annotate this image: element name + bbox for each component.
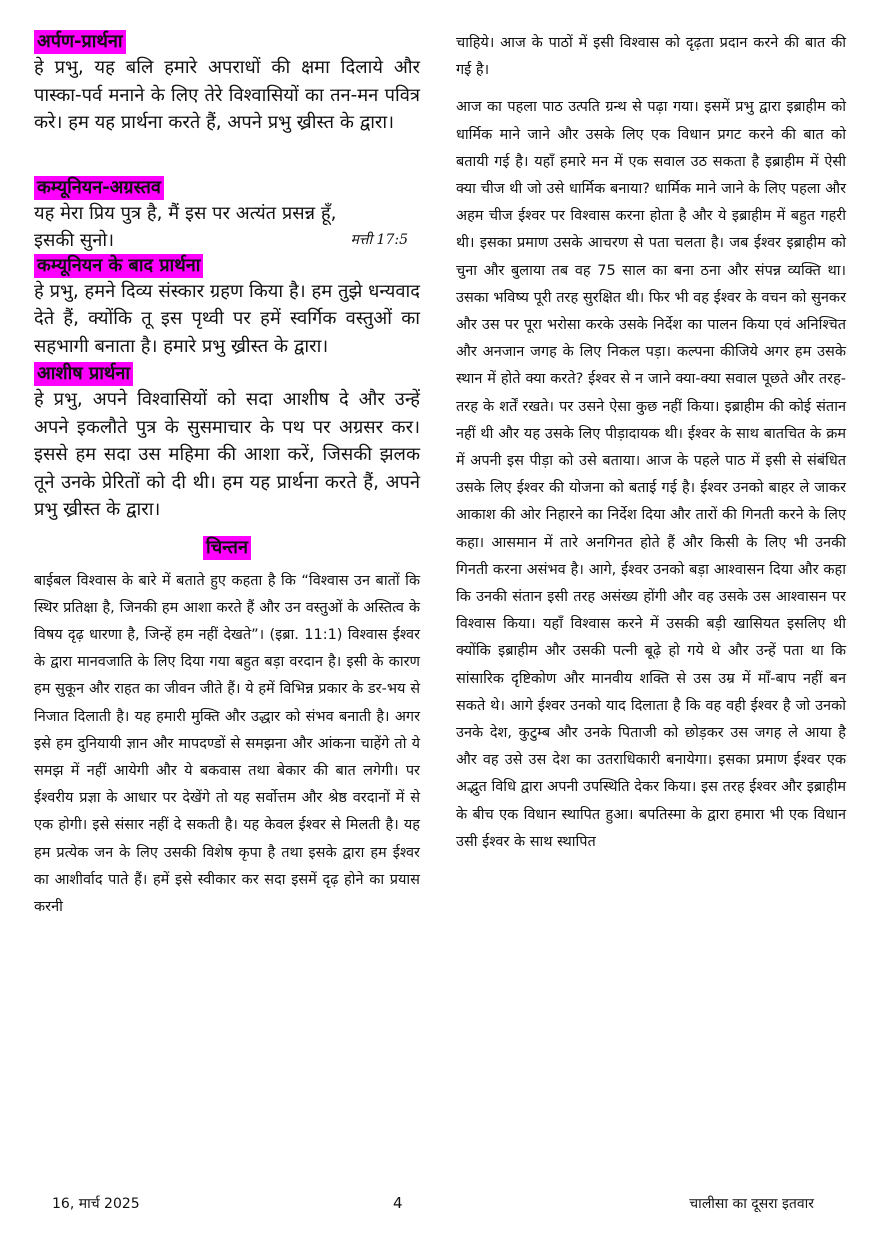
antiphon-section	[34, 176, 420, 254]
reflection-section	[34, 536, 420, 922]
reflection-heading: चिन्तन	[203, 536, 251, 560]
reflection-text: बाईबल विश्वास के बारे में बताते हुए कहता है कि “विश्वास उन बातों कि स्थिर प्रतिक्षा है, जिनकी हम आशा करते हैं और उन वस्तुओं के अस्तित्व के विषय दृढ़ धारणा है, जिन्हें हम नहीं देखते”। (इब्रा. 11:1) विश्वास ईश्वर के द्वारा मानवजाति के लिए दिया गया बहुत बड़ा वरदान है। इसी के कारण हम सुकून और राहत का जीवन जीते हैं। ये हमें विभिन्न प्रकार के डर-भय से निजात दिलाती है। यह हमारी मुक्ति और उद्धार को संभव बनाती है। अगर इसे हम दुनियायी ज्ञान और मापदण्डों से समझना और आंकना चाहेंगे तो ये समझ में नहीं आयेगी और ये बकवास तथा बेकार की बात लगेगी। पर ईश्वरीय प्रज्ञा के आधार पर देखेंगे तो यह सर्वोत्तम और श्रेष्ठ वरदानों में से एक होगी। इसे संसार नहीं दे सकती है। यह केवल ईश्वर से मिलती है। यह हम प्रत्येक जन के लिए उसकी विशेष कृपा है तथा इसके द्वारा हम ईश्वर का आशीर्वाद पाते हैं। हमें इसे स्वीकार कर सदा इसमें दृढ़ होने का प्रयास करनी	[34, 572, 420, 915]
arpan-text: हे प्रभु, यह बलि हमारे अपराधों की क्षमा दिलाये और पास्का-पर्व मनाने के लिए तेरे विश्वासियों का तन-मन पवित्र करे। हम यह प्रार्थना करते हैं, अपने प्रभु ख्रीस्त के द्वारा।	[34, 57, 420, 133]
antiphon-text-line1: यह मेरा प्रिय पुत्र है, मैं इस पर अत्यंत प्रसन्न हूँ,	[34, 202, 337, 224]
right-paragraph-1: चाहिये। आज के पाठों में इसी विश्वास को दृढ़ता प्रदान करने की बात की गई है।	[456, 35, 846, 79]
footer-page-number: 4	[393, 1194, 403, 1212]
left-column	[34, 30, 420, 921]
arpan-heading: अर्पण-प्रार्थना	[34, 30, 126, 54]
arpan-section	[34, 30, 420, 137]
antiphon-text-line2: इसकी सुनो।	[34, 229, 115, 251]
right-paragraph-2: आज का पहला पाठ उत्पति ग्रन्थ से पढ़ा गया। इसमें प्रभु द्वारा इब्राहीम को धार्मिक माने जाने और उसके लिए एक विधान प्रगट करने की बात को बतायी गई है। यहाँ हमारे मन में एक सवाल उठ सकता है इब्राहीम में ऐसी क्या चीज थी जो उसे धार्मिक बनाया? धार्मिक माने जाने के लिए पहला और अहम चीज ईश्वर पर विश्वास करना होता है और ये इब्राहीम में बहुत गहरी थी। इसका प्रमाण उसके आचरण से पता चलता है। जब ईश्वर इब्राहीम को चुना और बुलाया तब वह 75 साल का बना ठना और संपन्न व्यक्ति था। उसका भविष्य पूरी तरह सुरक्षित थी। फिर भी वह ईश्वर के वचन को सुनकर और उस पर पूरा भरोसा करके उसके निर्देश का पालन किया एवं अनिश्चित और अनजान जगह के लिए निकल पड़ा। कल्पना कीजिये अगर हम उसके स्थान में होते क्या करते? ईश्वर से न जाने क्या-क्या सवाल पूछते और तरह-तरह के शर्तें रखते। पर उसने ऐसा कुछ नहीं किया। इब्राहीम की कोई संतान नहीं थी और यह उसके लिए पीड़ादायक थी। ईश्वर के साथ बातचित के क्रम में अपनी इस पीड़ा को उसे बताया। आज के पहले पाठ में इसी से संबंधित उसके लिए ईश्वर की योजना को बताई गई है। ईश्वर उनको बाहर ले जाकर आकाश की ओर निहारने का निर्देश दिया और तारों की गिनती करने के लिए कहा। आसमान में तारे अनगिनत होते हैं और किसी के लिए भी उनकी गिनती करना असंभव है। आगे, ईश्वर उनको बड़ा आश्वासन दिया और कहा कि उनकी संतान इसी तरह असंख्य होंगी और वह उसके उस आश्वासन पर विश्वास किया। यहाँ विश्वास करने में उसकी बड़ी खासियत इसलिए थी क्योंकि इब्राहीम और उसकी पत्नी बूढ़े हो गये थे और उन्हें पता था कि सांसारिक दृष्टिकोण और मानवीय शक्ति से उस उम्र में माँ-बाप नहीं बन सकते थे। आगे ईश्वर उनको याद दिलाता है कि वह वही ईश्वर है जो उनको उनके देश, कुटुम्ब और उनके पिताजी को छोड़कर उस जगह ले आया है और वह उसे उस देश का उतराधिकारी बनायेगा। इसका प्रमाण ईश्वर एक अद्भुत विधि द्वारा अपनी उपस्थिति देकर किया। इस तरह ईश्वर और इब्राहीम के बीच एक विधान स्थापित हुआ। बपतिस्मा के द्वारा हमारा भी एक विधान उसी ईश्वर के साथ स्थापित	[456, 99, 846, 850]
blessing-text: हे प्रभु, अपने विश्वासियों को सदा आशीष दे और उन्हें अपने इकलौते पुत्र के सुसमाचार के पथ पर अग्रसर कर। इससे हम सदा उस महिमा की आशा करें, जिसकी झलक तूने उनके प्रेरितों को दी थी। हम यह प्रार्थना करते हैं, अपने प्रभु ख्रीस्त के द्वारा।	[34, 389, 420, 520]
blessing-heading: आशीष प्रार्थना	[34, 362, 133, 386]
right-column	[456, 30, 846, 856]
footer-date: 16, मार्च 2025	[52, 1196, 140, 1212]
blessing-section	[34, 362, 420, 524]
antiphon-citation: मत्ती 17:5	[350, 231, 408, 248]
footer-title: चालीसा का दूसरा इतवार	[689, 1196, 814, 1212]
post-communion-section	[34, 254, 420, 361]
antiphon-heading: कम्यूनियन-अग्रस्तव	[34, 176, 164, 200]
post-communion-heading: कम्यूनियन के बाद प्रार्थना	[34, 254, 203, 278]
post-communion-text: हे प्रभु, हमने दिव्य संस्कार ग्रहण किया है। हम तुझे धन्यवाद देते हैं, क्योंकि तू इस पृथ्वी पर हमें स्वर्गिक वस्तुओं का सहभागी बनाता है। हमारे प्रभु ख्रीस्त के द्वारा।	[34, 280, 420, 357]
